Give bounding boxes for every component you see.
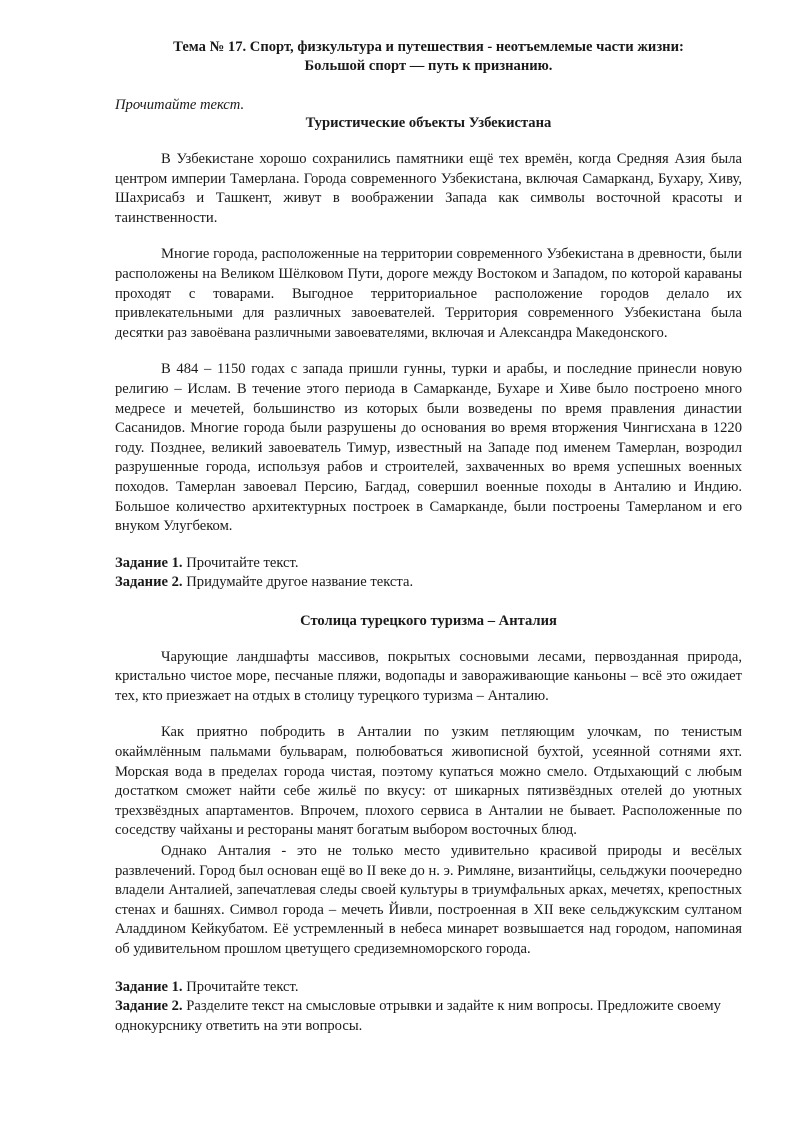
- section-2-paragraph-2: Как приятно побродить в Анталии по узким петляющим улочкам, по тенистым окаймлённым пальмами бульварам, полюбоваться живописной бухтой, усеянной сотнями яхт. Морская вода в пределах города чистая, поэтому купаться можно смело. Отдыхающий с любым достатком сможет найти себе жильё по вкусу: от шикарных пятизвёздных отелей до уютных трехзвёздных апартаментов. Впрочем, плохого сервиса в Анталии не бывает. Расположенные по соседству чайханы и рестораны манят богатым выбором восточных блюд.: [115, 724, 742, 839]
- topic-title-line-2: Большой спорт — путь к признанию.: [304, 58, 553, 74]
- section-2-paragraph-3: Однако Анталия - это не только место удивительно красивой природы и весёлых развлечений. Город был основан ещё во II веке до н. э. Римляне, византийцы, сельджуки поочередно владели Анталией, запечатлевая следы своей культуры в триумфальных арках, мечетях, крепостных стенах и башнях. Символ города – мечеть Йивли, построенная в XII веке сельджукским султаном Аладдином Кейкубатом. Её устремленный в небеса минарет возвышается над городом, напоминая об удивительном прошлом цветущего средиземноморского города.: [115, 843, 742, 957]
- section-1-paragraph-3: В 484 – 1150 годах с запада пришли гунны, турки и арабы, и последние принесли новую религию – Ислам. В течение этого периода в Самарканде, Бухаре и Хиве было построено много медресе и мечетей, большинство из которых были возведены по время правления династии Сасанидов. Многие города были разрушены до основания во время вторжения Чингисхана в 1220 году. Позднее, великий завоеватель Тимур, известный на Западе под именем Тамерлан, возродил разрушенные города, используя рабов и строителей, захваченных во время успешных военных походов. Тамерлан завоевал Персию, Багдад, совершил военные походы в Анталию и Индию. Большое количество архитектурных построек в Самарканде, были построены Тамерланом и его внуком Улугбеком.: [115, 361, 742, 535]
- section-1-title: Туристические объекты Узбекистана: [305, 115, 552, 131]
- read-instruction: Прочитайте текст.: [115, 97, 245, 113]
- document-page: [115, 38, 742, 1036]
- task-text: Прочитайте текст.: [182, 978, 299, 995]
- task-text: Придумайте другое название текста.: [182, 574, 414, 591]
- task-label: Задание 1.: [115, 978, 183, 995]
- topic-title-line-1: Тема № 17. Спорт, физкультура и путешествия - неотъемлемые части жизни:: [173, 39, 684, 55]
- section-2-paragraph-1: Чарующие ландшафты массивов, покрытых сосновыми лесами, первозданная природа, кристально чистое море, песчаные пляжи, водопады и завораживающие каньоны – всё это ожидает тех, кто приезжает на отдых в столицу турецкого туризма – Анталию.: [115, 648, 742, 704]
- section-1-task-2: [115, 573, 742, 593]
- section-2-task-2: [115, 997, 742, 1036]
- section-1-paragraph-1: В Узбекистане хорошо сохранились памятники ещё тех времён, когда Средняя Азия была центром империи Тамерлана. Города современного Узбекистана, включая Самарканд, Бухару, Хиву, Шахрисабз и Ташкент, живут в воображении Запада как символы восточной красоты и таинственности.: [115, 151, 742, 226]
- task-text: Прочитайте текст.: [182, 554, 299, 571]
- section-1-task-1: [115, 554, 742, 574]
- section-2-title: Столица турецкого туризма – Анталия: [300, 612, 557, 629]
- task-text: Разделите текст на смысловые отрывки и задайте к ним вопросы. Предложите своему однокурснику ответить на эти вопросы.: [115, 998, 721, 1034]
- section-2-task-1: [115, 978, 742, 998]
- section-1-paragraph-2: Многие города, расположенные на территории современного Узбекистана в древности, были расположены на Великом Шёлковом Пути, дороге между Востоком и Западом, по которой караваны проходят с товарами. Выгодное территориальное расположение городов делало их привлекательными для различных завоевателей. Территория современного Узбекистана была десятки раз завоёвана различными завоевателями, включая и Александра Македонского.: [115, 246, 742, 341]
- task-label: Задание 2.: [115, 998, 183, 1015]
- task-label: Задание 1.: [115, 554, 183, 571]
- task-label: Задание 2.: [115, 574, 183, 591]
